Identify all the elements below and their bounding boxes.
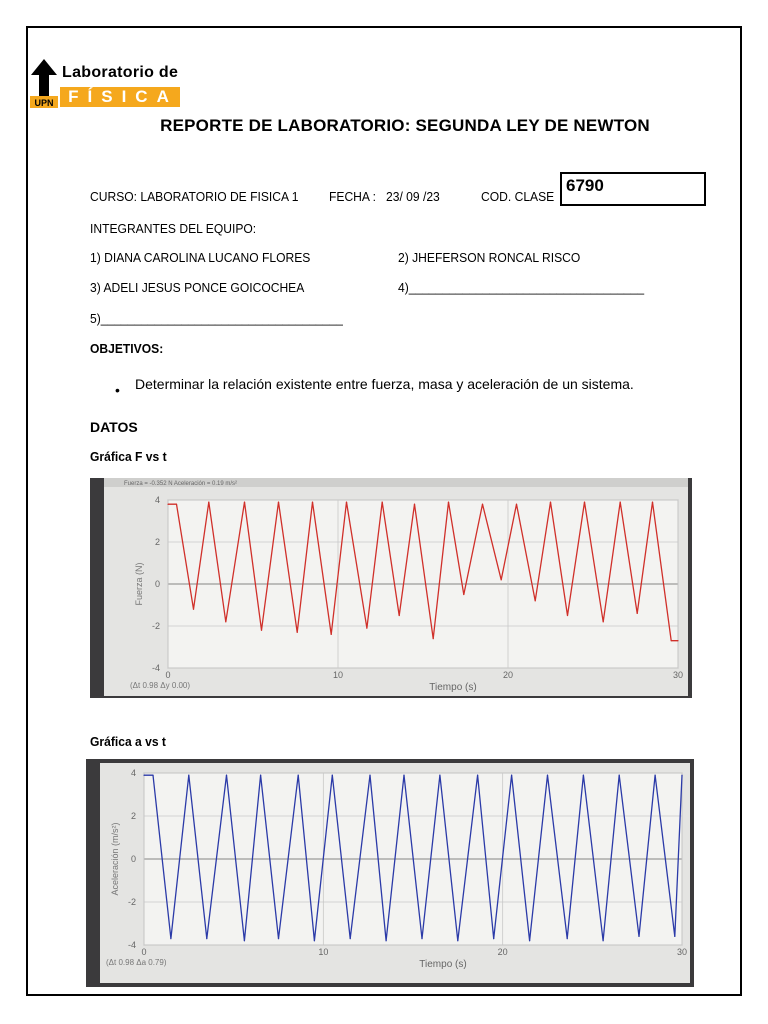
y-tick-label: -2	[127, 897, 136, 907]
data-point	[674, 936, 675, 937]
data-point	[620, 502, 621, 503]
data-point	[193, 609, 194, 610]
data-point	[260, 775, 261, 776]
y-axis-label: Fuerza (N)	[134, 562, 144, 606]
data-point	[501, 579, 502, 580]
data-point	[421, 938, 422, 939]
acceleration-chart-photo	[86, 759, 694, 987]
y-tick-label: 4	[154, 495, 160, 505]
graph2-caption: Gráfica a vs t	[90, 734, 166, 749]
x-axis-label: Tiempo (s)	[429, 682, 477, 693]
chart-status-text: (Δt 0.98 Δy 0.00)	[130, 681, 191, 690]
data-point	[603, 621, 604, 622]
data-point	[583, 775, 584, 776]
data-point	[346, 502, 347, 503]
data-point	[457, 940, 458, 941]
fecha-value: 23/ 09 /23	[386, 189, 440, 204]
data-point	[529, 940, 530, 941]
data-point	[619, 775, 620, 776]
force-chart-photo	[90, 478, 692, 698]
report-title: REPORTE DE LABORATORIO: SEGUNDA LEY DE NEWTON	[160, 116, 650, 135]
y-tick-label: -2	[151, 621, 160, 631]
data-point	[448, 502, 449, 503]
objective-item: Determinar la relación existente entre fuerza, masa y aceleración de un sistema.	[135, 376, 634, 392]
upn-logo	[30, 58, 182, 108]
x-tick-label: 0	[141, 947, 147, 957]
objectives-heading: OBJETIVOS:	[90, 341, 164, 356]
x-tick-label: 20	[502, 670, 514, 680]
upn-badge-text: UPN	[34, 98, 54, 108]
data-point	[331, 634, 332, 635]
data-point	[226, 775, 227, 776]
data-point	[477, 775, 478, 776]
graph1-caption: Gráfica F vs t	[90, 449, 167, 464]
data-point	[244, 940, 245, 941]
data-point	[332, 775, 333, 776]
data-point	[350, 938, 351, 939]
data-point	[366, 628, 367, 629]
y-axis-label: Aceleración (m/s²)	[110, 822, 120, 896]
data-point	[176, 504, 177, 505]
data-point	[550, 502, 551, 503]
fecha-label: FECHA :	[329, 189, 377, 204]
data-point	[143, 775, 144, 776]
data-point	[652, 502, 653, 503]
data-point	[399, 615, 400, 616]
force-chart	[90, 478, 692, 698]
y-tick-label: 2	[130, 811, 136, 821]
x-tick-label: 30	[676, 947, 688, 957]
data-point	[655, 775, 656, 776]
logo-line1: Laboratorio de	[62, 64, 179, 81]
data-point	[188, 775, 189, 776]
x-tick-label: 10	[318, 947, 329, 957]
data-point	[463, 594, 464, 595]
cod-clase-label: COD. CLASE	[481, 189, 555, 204]
data-point	[170, 938, 171, 939]
x-axis-label: Tiempo (s)	[419, 959, 467, 970]
x-tick-label: 10	[332, 670, 344, 680]
data-point	[439, 775, 440, 776]
data-point	[603, 940, 604, 941]
data-point	[681, 775, 682, 776]
data-point	[403, 775, 404, 776]
data-point	[567, 938, 568, 939]
y-tick-label: 0	[130, 854, 136, 864]
data-point	[584, 502, 585, 503]
y-tick-label: 0	[154, 579, 160, 589]
acceleration-chart	[86, 759, 694, 987]
data-point	[638, 936, 639, 937]
data-point	[386, 940, 387, 941]
data-point	[314, 940, 315, 941]
team-member-1: 1) DIANA CAROLINA LUCANO FLORES	[90, 250, 311, 265]
x-tick-label: 20	[497, 947, 508, 957]
data-point	[244, 502, 245, 503]
y-tick-label: -4	[127, 940, 136, 950]
data-point	[206, 938, 207, 939]
data-point	[298, 775, 299, 776]
data-point	[535, 600, 536, 601]
data-point	[167, 504, 168, 505]
data-point	[261, 630, 262, 631]
data-point	[382, 502, 383, 503]
data-point	[433, 638, 434, 639]
data-point	[278, 938, 279, 939]
team-member-2: 2) JHEFERSON RONCAL RISCO	[398, 250, 581, 265]
chart-status-text: (Δt 0.98 Δa 0.79)	[106, 958, 167, 967]
y-tick-label: -4	[151, 663, 160, 673]
data-point	[671, 640, 672, 641]
data-point	[482, 504, 483, 505]
logo-line2: FÍSICA	[68, 87, 178, 106]
team-heading: INTEGRANTES DEL EQUIPO:	[90, 221, 257, 236]
data-point	[278, 502, 279, 503]
data-point	[637, 613, 638, 614]
cod-clase-box	[560, 172, 706, 206]
y-tick-label: 2	[154, 537, 160, 547]
team-member-5: 5)____________________________________	[90, 311, 343, 326]
team-member-3: 3) ADELI JESUS PONCE GOICOCHEA	[90, 280, 305, 295]
data-point	[312, 502, 313, 503]
upn-arrow-icon	[30, 58, 58, 108]
data-point	[414, 504, 415, 505]
cod-clase-value: 6790	[566, 176, 604, 195]
data-point	[547, 775, 548, 776]
data-point	[511, 775, 512, 776]
data-point	[208, 502, 209, 503]
data-point	[297, 632, 298, 633]
data-point	[369, 775, 370, 776]
data-point	[225, 621, 226, 622]
data-point	[493, 938, 494, 939]
y-tick-label: 4	[130, 768, 136, 778]
data-point	[152, 775, 153, 776]
data-point	[677, 640, 678, 641]
curso-label: CURSO: LABORATORIO DE FISICA 1	[90, 189, 299, 204]
x-tick-label: 30	[672, 670, 684, 680]
data-point	[516, 504, 517, 505]
data-point	[567, 615, 568, 616]
datos-heading: DATOS	[90, 419, 138, 435]
bullet-icon: •	[115, 382, 120, 398]
chart-header-text: Fuerza = -0.352 N Aceleración = 0.19 m/s²	[124, 481, 238, 487]
team-member-4: 4)___________________________________	[398, 280, 645, 295]
x-tick-label: 0	[165, 670, 171, 680]
